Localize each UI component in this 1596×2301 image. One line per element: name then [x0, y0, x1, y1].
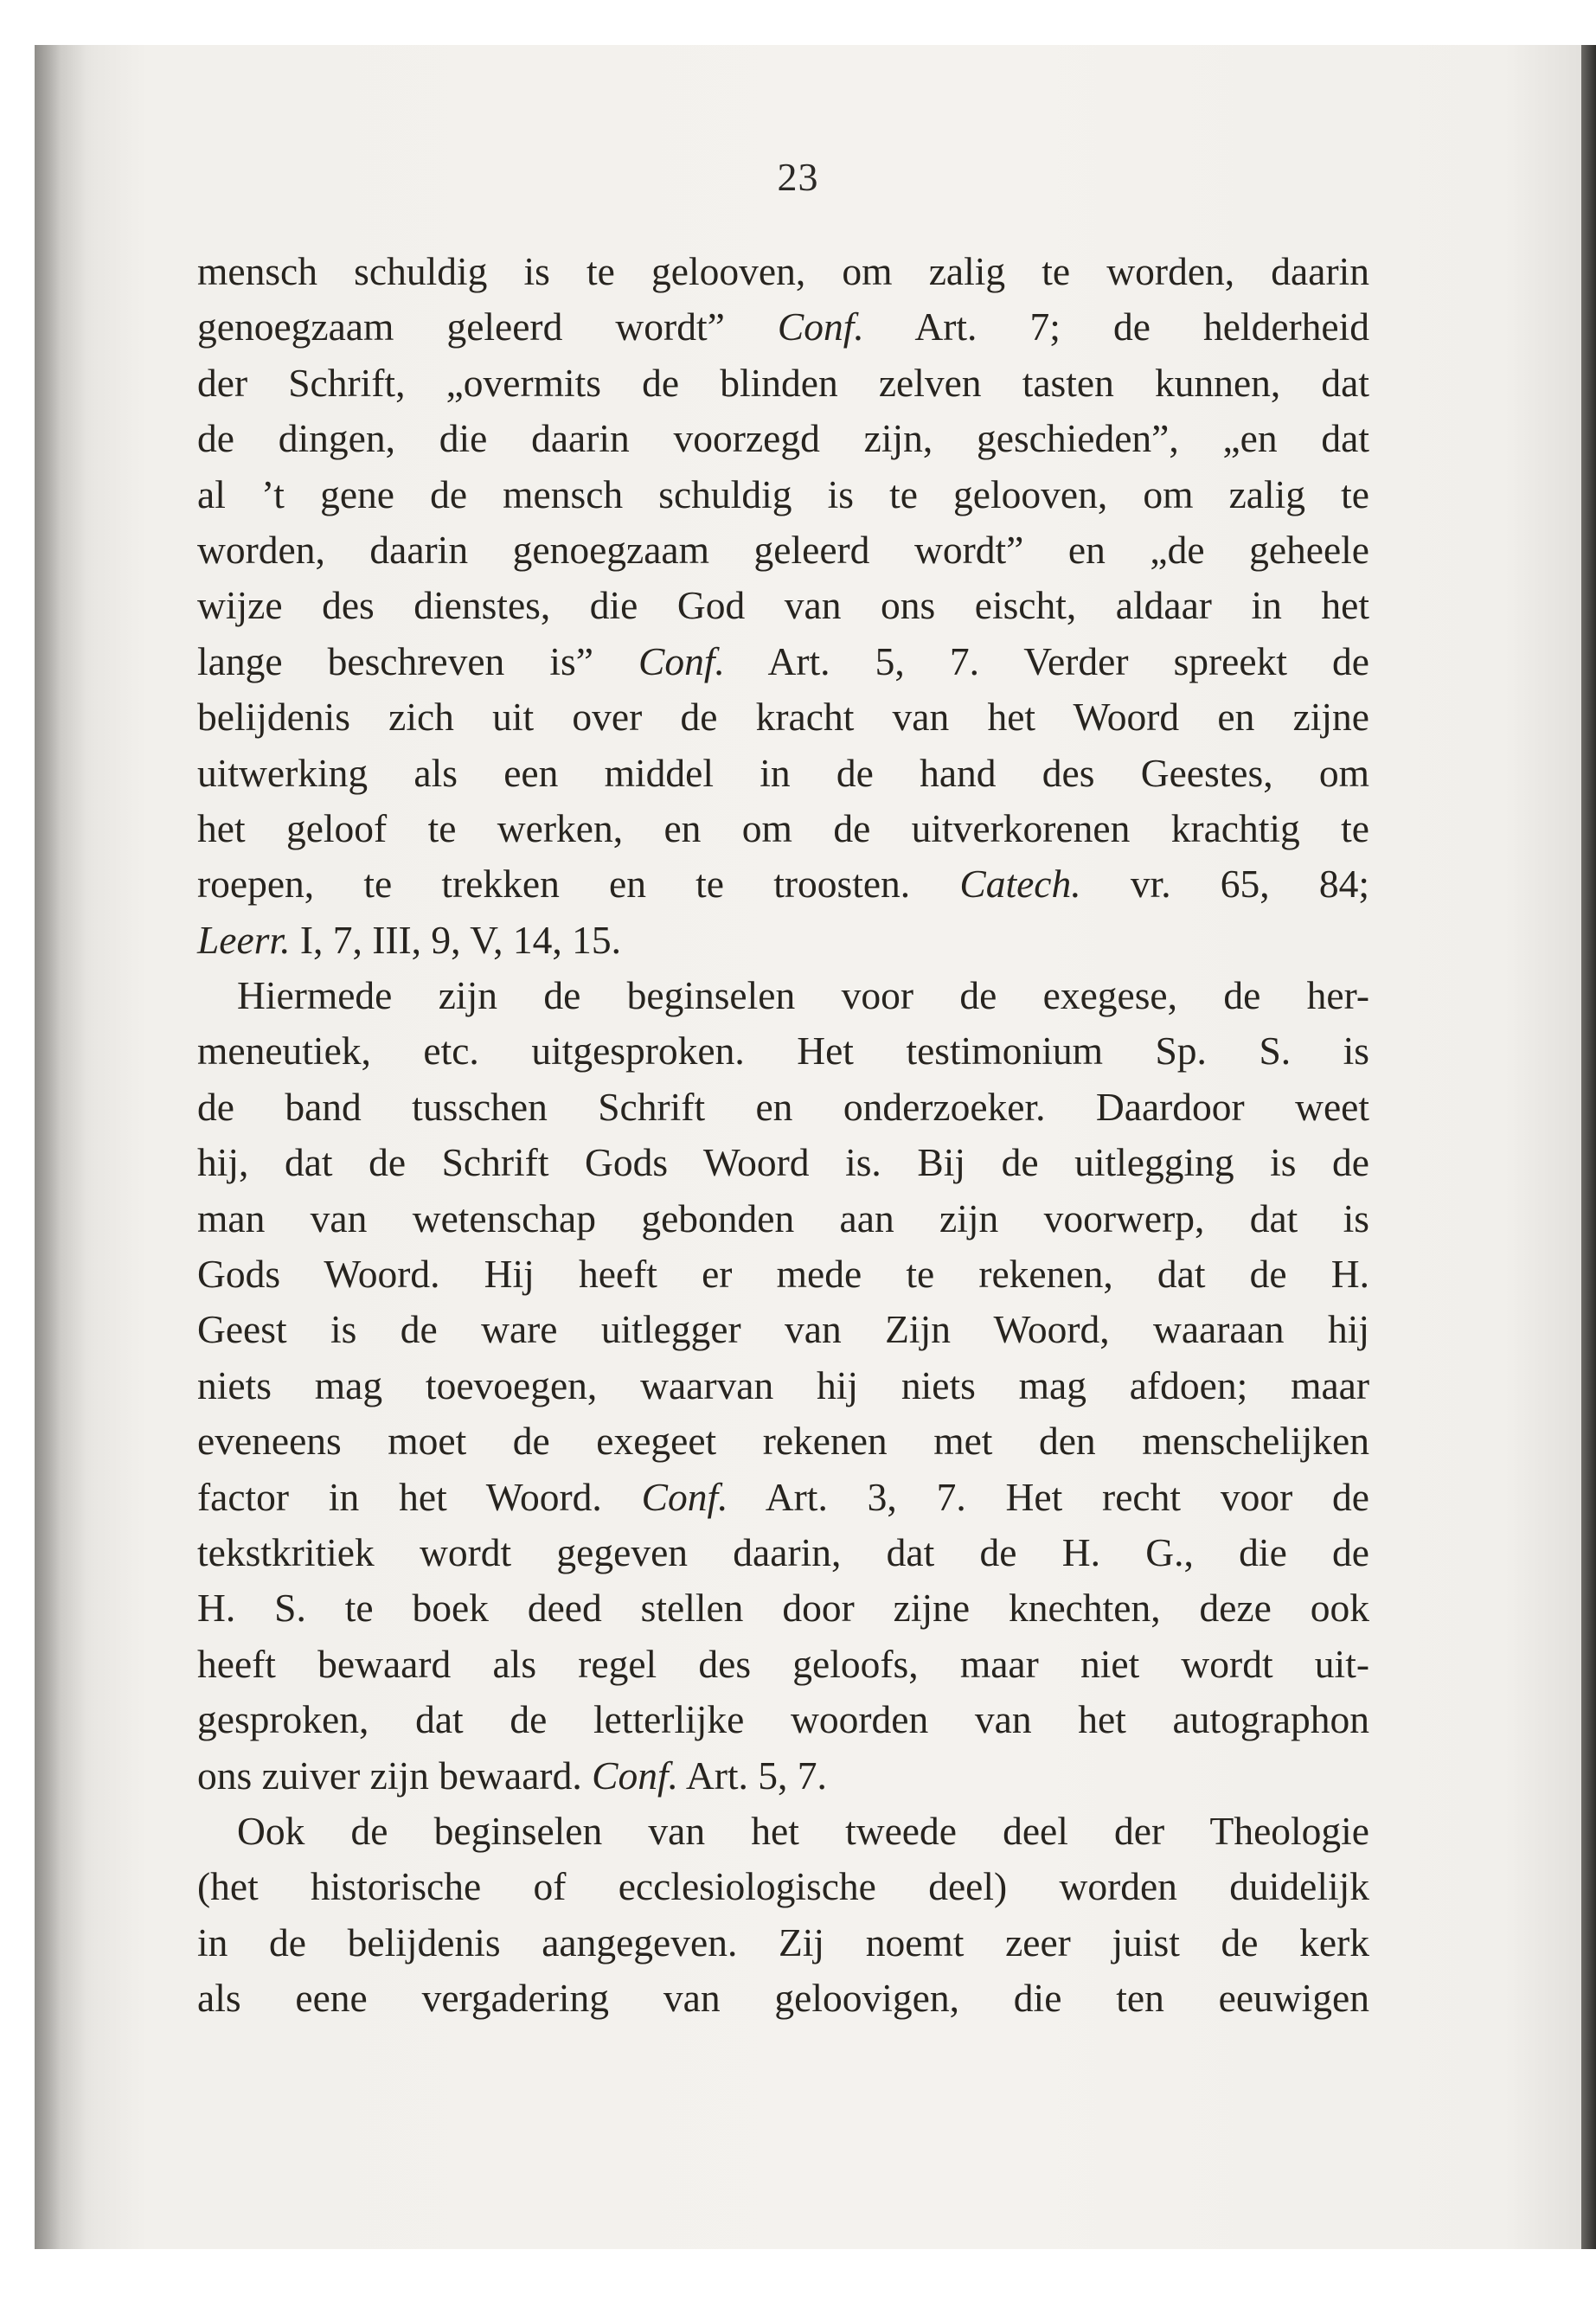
text-segment: Geest is de ware uitlegger van Zijn Woord, waaraan hij: [197, 1307, 1369, 1352]
text-line: [197, 1191, 1369, 1247]
text-segment: ons zuiver zijn bewaard.: [197, 1753, 593, 1798]
text-line: [197, 356, 1369, 411]
text-line: [197, 1135, 1369, 1190]
text-segment: hij, dat de Schrift Gods Woord is. Bij de uitlegging is de: [197, 1140, 1369, 1185]
text-segment: niets mag toevoegen, waarvan hij niets mag afdoen; maar: [197, 1362, 1369, 1407]
text-segment: vr. 65, 84;: [1080, 862, 1369, 907]
text-line: [197, 801, 1369, 856]
text-segment: I, 7, III, 9, V, 14, 15.: [290, 917, 621, 962]
text-segment: H. S. te boek deed stellen door zijne knechten, deze ook: [197, 1586, 1369, 1631]
italic-reference: Conf.: [592, 1753, 678, 1798]
text-line: [197, 913, 1369, 968]
text-line: [197, 1525, 1369, 1580]
text-segment: Art. 3, 7. Het recht voor de: [727, 1474, 1369, 1519]
text-line: [197, 968, 1369, 1023]
text-line: [197, 1247, 1369, 1302]
text-line: [197, 1470, 1369, 1525]
text-line: [197, 244, 1369, 299]
text-line: [197, 1692, 1369, 1747]
text-line: [197, 1023, 1369, 1079]
text-segment: wijze des dienstes, die God van ons eischt, aldaar in het: [197, 583, 1369, 628]
text-segment: de band tusschen Schrift en onderzoeker. Daardoor weet: [197, 1084, 1369, 1129]
text-segment: tekstkritiek wordt gegeven daarin, dat de H. G., die de: [197, 1529, 1369, 1574]
text-line: [197, 1915, 1369, 1971]
text-line: [197, 689, 1369, 745]
text-segment: al ’t gene de mensch schuldig is te gelooven, om zalig te: [197, 471, 1369, 516]
text-segment: Ook de beginselen van het tweede deel der Theologie: [237, 1808, 1369, 1853]
text-segment: mensch schuldig is te gelooven, om zalig te worden, daarin: [197, 249, 1369, 293]
text-segment: Hiermede zijn de beginselen voor de exegese, de her-: [237, 973, 1369, 1018]
text-segment: heeft bewaard als regel des geloofs, maar niet wordt uit-: [197, 1641, 1369, 1686]
text-line: [197, 1413, 1369, 1469]
text-line: [197, 746, 1369, 801]
text-segment: roepen, te trekken en te troosten.: [197, 862, 960, 907]
text-line: [197, 1358, 1369, 1413]
text-segment: gesproken, dat de letterlijke woorden van het autographon: [197, 1697, 1369, 1742]
italic-reference: Catech.: [959, 862, 1081, 907]
text-segment: uitwerking als een middel in de hand des Geestes, om: [197, 750, 1369, 795]
text-line: [197, 1080, 1369, 1135]
text-line: [197, 411, 1369, 466]
text-segment: worden, daarin genoegzaam geleerd wordt” en „de geheele: [197, 527, 1369, 572]
text-line: [197, 856, 1369, 912]
page-number: 23: [777, 155, 819, 199]
body-text: [197, 244, 1369, 2027]
text-segment: in de belijdenis aangegeven. Zij noemt zeer juist de kerk: [197, 1920, 1369, 1965]
text-segment: Art. 5, 7. Verder spreekt de: [724, 638, 1370, 683]
text-line: [197, 1637, 1369, 1692]
text-line: [197, 1859, 1369, 1914]
text-line: [197, 1302, 1369, 1357]
text-line: [197, 1748, 1369, 1804]
text-segment: als eene vergadering van geloovigen, die ten eeuwigen: [197, 1976, 1369, 2021]
italic-reference: Conf.: [641, 1474, 728, 1519]
text-line: [197, 634, 1369, 689]
text-segment: belijdenis zich uit over de kracht van het Woord en zijne: [197, 695, 1369, 740]
text-segment: Art. 5, 7.: [677, 1753, 827, 1798]
text-segment: der Schrift, „overmits de blinden zelven tasten kunnen, dat: [197, 360, 1369, 405]
text-segment: Gods Woord. Hij heeft er mede te rekenen, dat de H.: [197, 1252, 1369, 1297]
text-line: [197, 1971, 1369, 2026]
text-segment: meneutiek, etc. uitgesproken. Het testimonium Sp. S. is: [197, 1029, 1369, 1074]
text-line: [197, 467, 1369, 522]
text-segment: (het historische of ecclesiologische deel) worden duidelijk: [197, 1864, 1369, 1909]
text-line: [197, 1580, 1369, 1636]
text-line: [197, 522, 1369, 578]
text-line: [197, 299, 1369, 355]
text-line: [197, 1804, 1369, 1859]
page-edge: [1581, 45, 1596, 2249]
text-segment: genoegzaam geleerd wordt”: [197, 304, 778, 349]
text-segment: Art. 7; de helderheid: [863, 304, 1369, 349]
italic-reference: Conf.: [638, 638, 725, 683]
text-line: [197, 578, 1369, 633]
text-segment: eveneens moet de exegeet rekenen met den menschelijken: [197, 1419, 1369, 1464]
text-segment: man van wetenschap gebonden aan zijn voorwerp, dat is: [197, 1195, 1369, 1240]
text-segment: factor in het Woord.: [197, 1474, 642, 1519]
text-segment: de dingen, die daarin voorzegd zijn, geschieden”, „en dat: [197, 416, 1369, 461]
text-segment: het geloof te werken, en om de uitverkorenen krachtig te: [197, 805, 1369, 850]
text-segment: lange beschreven is”: [197, 638, 639, 683]
italic-reference: Conf.: [777, 304, 864, 349]
italic-reference: Leerr.: [197, 917, 291, 962]
gutter-shadow: [35, 45, 87, 2249]
